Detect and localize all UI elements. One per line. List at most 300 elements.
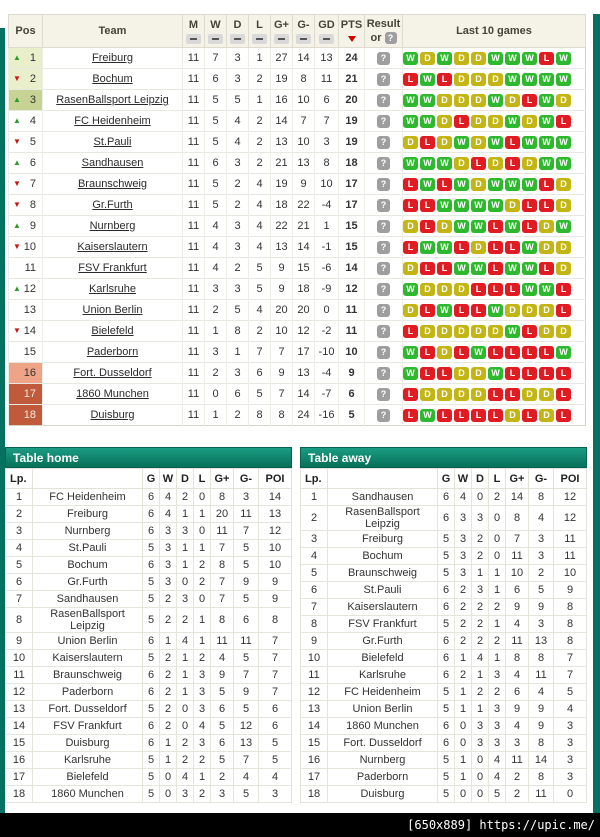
stat-cell-g: 6 [143,735,160,752]
form-draw-box: D [437,115,452,128]
down-arrow-icon: ▼ [13,326,21,335]
table-row [301,531,587,548]
team-link[interactable]: Bochum [92,73,133,85]
form-loss-box: L [420,367,435,380]
stat-cell-pts: 24 [339,48,365,69]
table-row [301,701,587,718]
table-row [6,523,292,540]
last10-header-label: Last 10 games [456,25,532,37]
team-name: Union Berlin [352,703,413,715]
watermark-text: [650x889] https://upic.me/ [407,818,595,832]
last10-cell [403,321,586,342]
lp-cell: 17 [6,769,33,786]
form-win-box: W [556,157,571,170]
col-header-poi: POI [259,469,292,489]
table-row [6,667,292,684]
result-question-button[interactable]: ? [377,304,390,317]
result-cell [365,321,403,342]
team-link[interactable]: Paderborn [86,346,139,358]
stat-cell-d: 1 [177,667,194,684]
lp-cell: 4 [301,548,328,565]
stat-cell-l: 2 [194,574,211,591]
form-loss-box: L [522,199,537,212]
form-draw-box: D [437,388,452,401]
form-draw-box: D [437,220,452,233]
result-question-button[interactable]: ? [377,325,390,338]
stat-cell-gf: 20 [211,506,234,523]
form-draw-box: D [539,388,554,401]
pos-cell [9,300,43,321]
stat-cell-m: 11 [183,48,205,69]
stat-cell-m: 11 [183,237,205,258]
form-loss-box: L [471,157,486,170]
team-link[interactable]: Braunschweig [77,178,148,190]
stat-cell-ga: 3 [529,616,554,633]
stat-cell-pts: 19 [339,132,365,153]
stat-cell-gf: 6 [211,735,234,752]
stat-cell-pts: 17 [339,174,365,195]
pos-cell [9,69,43,90]
pos-cell [9,384,43,405]
stat-cell-poi: 3 [554,769,587,786]
stat-cell-d: 0 [472,752,489,769]
result-cell [365,132,403,153]
lp-cell: 2 [301,506,328,531]
lp-cell: 14 [6,718,33,735]
stat-cell-d: 3 [227,48,249,69]
result-question-button[interactable]: ? [377,388,390,401]
stat-cell-l: 1 [489,582,506,599]
table-row [9,321,586,342]
result-question-button[interactable]: ? [377,73,390,86]
form-draw-box: D [403,262,418,275]
stat-cell-g: 6 [143,718,160,735]
last10-cell [403,384,586,405]
result-cell [365,174,403,195]
stat-cell-gf: 7 [211,591,234,608]
result-question-button[interactable]: ? [377,241,390,254]
position-number: 15 [23,346,36,358]
form-loss-box: L [454,346,469,359]
stat-cell-d: 2 [177,608,194,633]
sort-minus-icon[interactable] [319,34,334,44]
form-loss-box: L [471,409,486,422]
form-draw-box: D [522,304,537,317]
col-header-gplus: G+ [271,15,293,48]
stat-cell-w: 2 [455,616,472,633]
form-win-box: W [403,115,418,128]
stat-cell-gf: 5 [211,684,234,701]
team-cell [43,48,183,69]
result-question-button[interactable]: ? [377,409,390,422]
result-question-button[interactable]: ? [377,283,390,296]
position-number: 13 [23,304,36,316]
team-link[interactable]: Fort. Dusseldorf [73,367,152,379]
sort-minus-icon[interactable] [274,34,289,44]
table-row [6,650,292,667]
team-cell [33,650,143,667]
team-link[interactable]: Bielefeld [91,325,134,337]
team-cell [328,616,438,633]
col-header-gplus: G+ [506,469,529,489]
pos-cell [9,258,43,279]
stat-cell-g: 6 [438,735,455,752]
stat-cell-l: 2 [194,786,211,803]
form-win-box: W [471,346,486,359]
up-arrow-icon: ▲ [13,53,21,62]
stat-cell-poi: 9 [259,574,292,591]
team-link[interactable]: FSV Frankfurt [78,262,147,274]
stat-cell-ga: 20 [293,300,315,321]
form-win-box: W [437,52,452,65]
form-win-box: W [539,136,554,149]
result-question-button[interactable]: ? [377,115,390,128]
stat-cell-m: 11 [183,342,205,363]
stat-cell-d: 2 [177,752,194,769]
team-link[interactable]: Duisburg [90,409,135,421]
lp-cell: 11 [6,667,33,684]
table-row [301,684,587,701]
stat-cell-m: 11 [183,258,205,279]
stat-cell-gf: 8 [211,608,234,633]
result-cell [365,69,403,90]
team-name: Bochum [67,559,108,571]
form-loss-box: L [471,283,486,296]
table-row [9,300,586,321]
table-row [301,616,587,633]
team-cell [328,548,438,565]
col-header-gd: GD [315,15,339,48]
stat-cell-l: 2 [194,752,211,769]
team-link[interactable]: Freiburg [92,52,133,64]
last10-cell [403,132,586,153]
result-question-button[interactable]: ? [377,262,390,275]
question-icon[interactable]: ? [385,32,397,44]
result-question-button[interactable]: ? [377,367,390,380]
team-cell [33,633,143,650]
stat-cell-g: 5 [438,616,455,633]
team-name: Duisburg [360,788,405,800]
form-win-box: W [420,157,435,170]
stat-cell-g: 5 [143,574,160,591]
up-arrow-icon: ▲ [13,158,21,167]
stat-cell-g: 6 [438,599,455,616]
stat-cell-w: 5 [205,195,227,216]
stat-cell-l: 2 [249,153,271,174]
stat-cell-poi: 5 [259,735,292,752]
stat-cell-m: 11 [183,111,205,132]
form-loss-box: L [420,304,435,317]
stat-cell-ga: 13 [293,153,315,174]
form-loss-box: L [437,73,452,86]
form-win-box: W [505,73,520,86]
stat-cell-gf: 11 [506,752,529,769]
team-link[interactable]: Kaiserslautern [77,241,148,253]
form-draw-box: D [471,73,486,86]
team-cell [33,608,143,633]
form-win-box: W [403,52,418,65]
col-header-last10 [403,15,586,48]
team-link[interactable]: Sandhausen [81,157,144,169]
stat-cell-m: 11 [183,90,205,111]
stat-cell-ga: 7 [234,752,259,769]
team-cell [43,153,183,174]
sort-minus-icon[interactable] [208,34,223,44]
stat-cell-w: 1 [455,701,472,718]
home-table-title: Table home [5,447,292,468]
stat-cell-l: 1 [194,608,211,633]
stat-cell-gf: 9 [506,701,529,718]
away-table [300,468,587,803]
stat-cell-gd: 7 [315,111,339,132]
form-win-box: W [522,52,537,65]
table-row [6,633,292,650]
form-draw-box: D [539,220,554,233]
form-loss-box: L [539,346,554,359]
form-loss-box: L [488,283,503,296]
team-cell [328,582,438,599]
stat-cell-m: 11 [183,279,205,300]
table-row [6,540,292,557]
stat-cell-m: 11 [183,132,205,153]
stat-cell-l: 1 [489,616,506,633]
form-loss-box: L [403,178,418,191]
form-draw-box: D [454,283,469,296]
form-loss-box: L [403,199,418,212]
stat-cell-ga: 7 [234,523,259,540]
team-cell [328,506,438,531]
form-win-box: W [522,241,537,254]
form-win-box: W [471,220,486,233]
stat-cell-d: 3 [227,363,249,384]
stat-cell-gd: -9 [315,279,339,300]
team-link[interactable]: St.Pauli [93,136,132,148]
form-draw-box: D [505,94,520,107]
stat-cell-d: 4 [227,132,249,153]
form-draw-box: D [403,304,418,317]
stat-cell-gd: -10 [315,342,339,363]
stat-cell-pts: 6 [339,384,365,405]
stat-cell-gf: 9 [271,363,293,384]
stat-cell-poi: 8 [554,633,587,650]
team-link[interactable]: Nurnberg [89,220,136,232]
stat-cell-ga: 9 [234,684,259,701]
last10-cell [403,195,586,216]
col-header-d: D [472,469,489,489]
stat-cell-poi: 10 [554,565,587,582]
stat-cell-l: 4 [249,237,271,258]
table-row [301,718,587,735]
stat-cell-g: 6 [143,684,160,701]
form-win-box: W [420,94,435,107]
stat-cell-ga: 9 [293,174,315,195]
form-draw-box: D [471,325,486,338]
sort-minus-icon[interactable] [296,34,311,44]
form-loss-box: L [488,262,503,275]
team-link[interactable]: Union Berlin [82,304,143,316]
stat-cell-gd: 0 [315,300,339,321]
stat-cell-ga: 11 [529,667,554,684]
stat-cell-ga: 14 [529,752,554,769]
stat-cell-ga: 5 [234,650,259,667]
team-cell [328,599,438,616]
pos-cell [9,405,43,426]
stat-cell-ga: 8 [529,769,554,786]
team-name: RasenBallsport Leipzig [50,608,125,632]
stat-cell-g: 5 [143,591,160,608]
result-question-button[interactable]: ? [377,220,390,233]
team-cell [43,90,183,111]
result-question-button[interactable]: ? [377,346,390,359]
table-row [6,489,292,506]
result-question-button[interactable]: ? [377,199,390,212]
stat-cell-pts: 11 [339,321,365,342]
form-win-box: W [556,52,571,65]
sort-minus-icon[interactable] [230,34,245,44]
league-table-body [9,48,586,426]
form-loss-box: L [505,367,520,380]
position-number: 17 [23,388,36,400]
form-win-box: W [488,178,503,191]
team-link[interactable]: Gr.Furth [92,199,133,211]
stat-cell-g: 6 [438,667,455,684]
team-cell [328,650,438,667]
last10-cell [403,111,586,132]
stat-cell-d: 3 [472,506,489,531]
result-cell [365,300,403,321]
stat-cell-d: 2 [177,735,194,752]
form-draw-box: D [420,388,435,401]
team-name: Duisburg [65,737,110,749]
form-draw-box: D [454,325,469,338]
stat-cell-gd: 1 [315,216,339,237]
form-win-box: W [556,136,571,149]
position-number: 11 [24,262,36,274]
stat-cell-gf: 7 [211,574,234,591]
stat-cell-w: 3 [160,523,177,540]
table-row [9,384,586,405]
stat-cell-gd: -16 [315,405,339,426]
stat-cell-l: 2 [249,321,271,342]
stat-cell-poi: 5 [554,684,587,701]
form-loss-box: L [539,52,554,65]
stat-cell-l: 3 [194,684,211,701]
col-header-l: L [489,469,506,489]
result-question-button[interactable]: ? [377,157,390,170]
stat-cell-ga: 5 [234,557,259,574]
stat-cell-w: 7 [205,48,227,69]
team-link[interactable]: RasenBallsport Leipzig [56,94,169,106]
form-draw-box: D [437,136,452,149]
team-name: Gr.Furth [362,635,403,647]
stat-cell-l: 3 [194,701,211,718]
stat-cell-gf: 21 [271,153,293,174]
form-win-box: W [522,262,537,275]
stat-cell-poi: 7 [554,667,587,684]
stat-cell-ga: 17 [293,342,315,363]
stat-cell-gf: 11 [211,633,234,650]
team-name: 1860 Munchen [51,788,124,800]
form-loss-box: L [454,241,469,254]
form-win-box: W [488,199,503,212]
result-cell [365,363,403,384]
stat-cell-l: 3 [489,735,506,752]
stat-cell-poi: 3 [259,786,292,803]
stat-cell-gf: 14 [271,111,293,132]
team-link[interactable]: FC Heidenheim [74,115,151,127]
result-cell [365,279,403,300]
stat-cell-pts: 12 [339,279,365,300]
stat-cell-gf: 7 [211,540,234,557]
form-draw-box: D [454,388,469,401]
result-cell [365,153,403,174]
sort-minus-icon[interactable] [252,34,267,44]
table-row [9,153,586,174]
stat-cell-d: 1 [227,342,249,363]
form-loss-box: L [539,199,554,212]
form-loss-box: L [420,346,435,359]
result-question-button[interactable]: ? [377,136,390,149]
form-draw-box: D [420,325,435,338]
table-row [9,132,586,153]
sort-desc-icon[interactable] [344,34,359,44]
form-draw-box: D [437,283,452,296]
table-row [301,582,587,599]
result-cell [365,258,403,279]
stat-cell-d: 4 [227,111,249,132]
stat-cell-w: 0 [455,718,472,735]
form-draw-box: D [505,199,520,212]
stat-cell-w: 1 [160,633,177,650]
form-loss-box: L [522,325,537,338]
stat-cell-g: 6 [143,667,160,684]
stat-cell-ga: 4 [529,506,554,531]
team-name: Sandhausen [351,491,414,503]
team-name: St.Pauli [363,584,402,596]
stat-cell-l: 2 [489,684,506,701]
team-link[interactable]: Karlsruhe [88,283,137,295]
stat-cell-gf: 2 [506,786,529,803]
result-question-button[interactable]: ? [377,94,390,107]
lp-cell: 4 [6,540,33,557]
stat-cell-ga: 12 [234,718,259,735]
form-win-box: W [488,94,503,107]
stat-cell-d: 0 [177,574,194,591]
stat-cell-pts: 5 [339,405,365,426]
table-row [301,633,587,650]
stat-cell-gf: 9 [271,279,293,300]
stat-cell-l: 2 [249,69,271,90]
result-question-button[interactable]: ? [377,52,390,65]
form-draw-box: D [471,115,486,128]
stat-cell-l: 2 [194,650,211,667]
result-question-button[interactable]: ? [377,178,390,191]
down-arrow-icon: ▼ [13,179,21,188]
team-link[interactable]: 1860 Munchen [76,388,149,400]
team-name: Freiburg [67,508,108,520]
table-row [6,506,292,523]
stat-cell-w: 4 [205,258,227,279]
stat-cell-l: 5 [249,279,271,300]
stat-cell-ga: 14 [293,237,315,258]
pos-cell [9,216,43,237]
stat-cell-pts: 20 [339,90,365,111]
stat-cell-ga: 6 [234,608,259,633]
lp-cell: 8 [301,616,328,633]
stat-cell-pts: 15 [339,237,365,258]
sort-minus-icon[interactable] [186,34,201,44]
stat-cell-l: 7 [249,342,271,363]
